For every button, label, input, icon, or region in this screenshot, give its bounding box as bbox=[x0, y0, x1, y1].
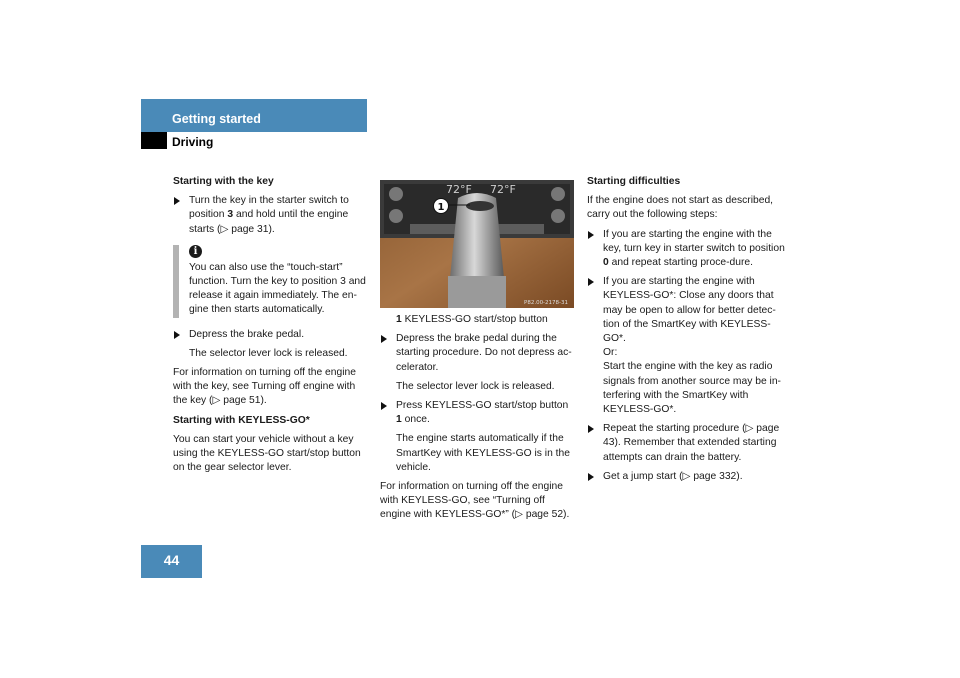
step-jump-start: Get a jump start (▷ page 332). bbox=[587, 470, 785, 484]
bullet-arrow-icon bbox=[381, 335, 387, 343]
temp-left: 72°F bbox=[446, 183, 472, 196]
paragraph-intro: If the engine does not start as described, carry out the following steps: bbox=[587, 195, 774, 221]
bullet-arrow-icon bbox=[174, 331, 180, 339]
temp-right: 72°F bbox=[490, 183, 516, 196]
step-result: The engine starts automatically if the SmartKey with KEYLESS-GO is in the vehicle. bbox=[396, 433, 570, 473]
heading-keyless: Starting with KEYLESS-GO* bbox=[173, 414, 310, 426]
bullet-arrow-icon bbox=[174, 197, 180, 205]
column-2 bbox=[380, 313, 576, 528]
heading-difficulties: Starting difficulties bbox=[587, 176, 681, 187]
paragraph-keyless-off: For information on turning off the engine with KEYLESS-GO, see “Turning off engine with KEYLESS-GO*” (▷ page 52). bbox=[380, 481, 570, 521]
gear-selector-photo bbox=[380, 180, 574, 308]
bullet-arrow-icon bbox=[588, 473, 594, 481]
section-title: Getting started bbox=[172, 112, 261, 126]
column-1 bbox=[173, 175, 369, 480]
photo-code: P82.00-2178-31 bbox=[524, 300, 569, 306]
paragraph-turning-off: For information on turning off the engine with the key, see Turning off engine with the key (▷ page 51). bbox=[173, 367, 356, 407]
step-brake: Depress the brake pedal. bbox=[173, 328, 369, 342]
step-keyless-retry: If you are starting the engine with KEYLESS-GO*: Close any doors that may be open to allow for better detec-tion of the SmartKey with KEYLESS-GO*. Or: Start the engine with the key as radio signals from another source may be in-terfering with the SmartKey with KEYLESS-GO*. bbox=[587, 275, 785, 417]
subsection-title: Driving bbox=[172, 135, 214, 149]
step-press-button: Press KEYLESS-GO start/stop button 1 once. bbox=[380, 399, 576, 427]
bullet-arrow-icon bbox=[588, 231, 594, 239]
step-repeat: Repeat the starting procedure (▷ page 43). Remember that extended starting attempts can drain the battery. bbox=[587, 422, 785, 465]
note-text: You can also use the “touch-start” function. Turn the key to position 3 and release it again immediately. The en-gine then starts automatically. bbox=[189, 261, 366, 316]
step-depress-brake: Depress the brake pedal during the starting procedure. Do not depress ac-celerator. bbox=[380, 332, 576, 375]
step-result: The selector lever lock is released. bbox=[189, 347, 348, 359]
step-result: The selector lever lock is released. bbox=[396, 380, 555, 392]
page-number: 44 bbox=[141, 545, 202, 578]
step-turn-key: Turn the key in the starter switch to position 3 and hold until the engine starts (▷ page 31). bbox=[173, 194, 369, 237]
bullet-arrow-icon bbox=[588, 425, 594, 433]
bullet-arrow-icon bbox=[588, 278, 594, 286]
info-note bbox=[173, 245, 369, 318]
bullet-arrow-icon bbox=[381, 402, 387, 410]
subsection-marker bbox=[141, 132, 167, 149]
info-icon: i bbox=[189, 245, 202, 258]
callout-1: 1 bbox=[437, 202, 445, 213]
photo-caption: 1 KEYLESS-GO start/stop button bbox=[396, 314, 548, 325]
column-3 bbox=[587, 175, 785, 489]
step-key-retry: If you are starting the engine with the key, turn key in starter switch to position 0 and repeat starting proce-dure. bbox=[587, 228, 785, 271]
heading-start-key: Starting with the key bbox=[173, 176, 274, 187]
note-bar bbox=[173, 245, 179, 318]
paragraph-keyless: You can start your vehicle without a key using the KEYLESS-GO start/stop button on the gear selector lever. bbox=[173, 433, 361, 474]
